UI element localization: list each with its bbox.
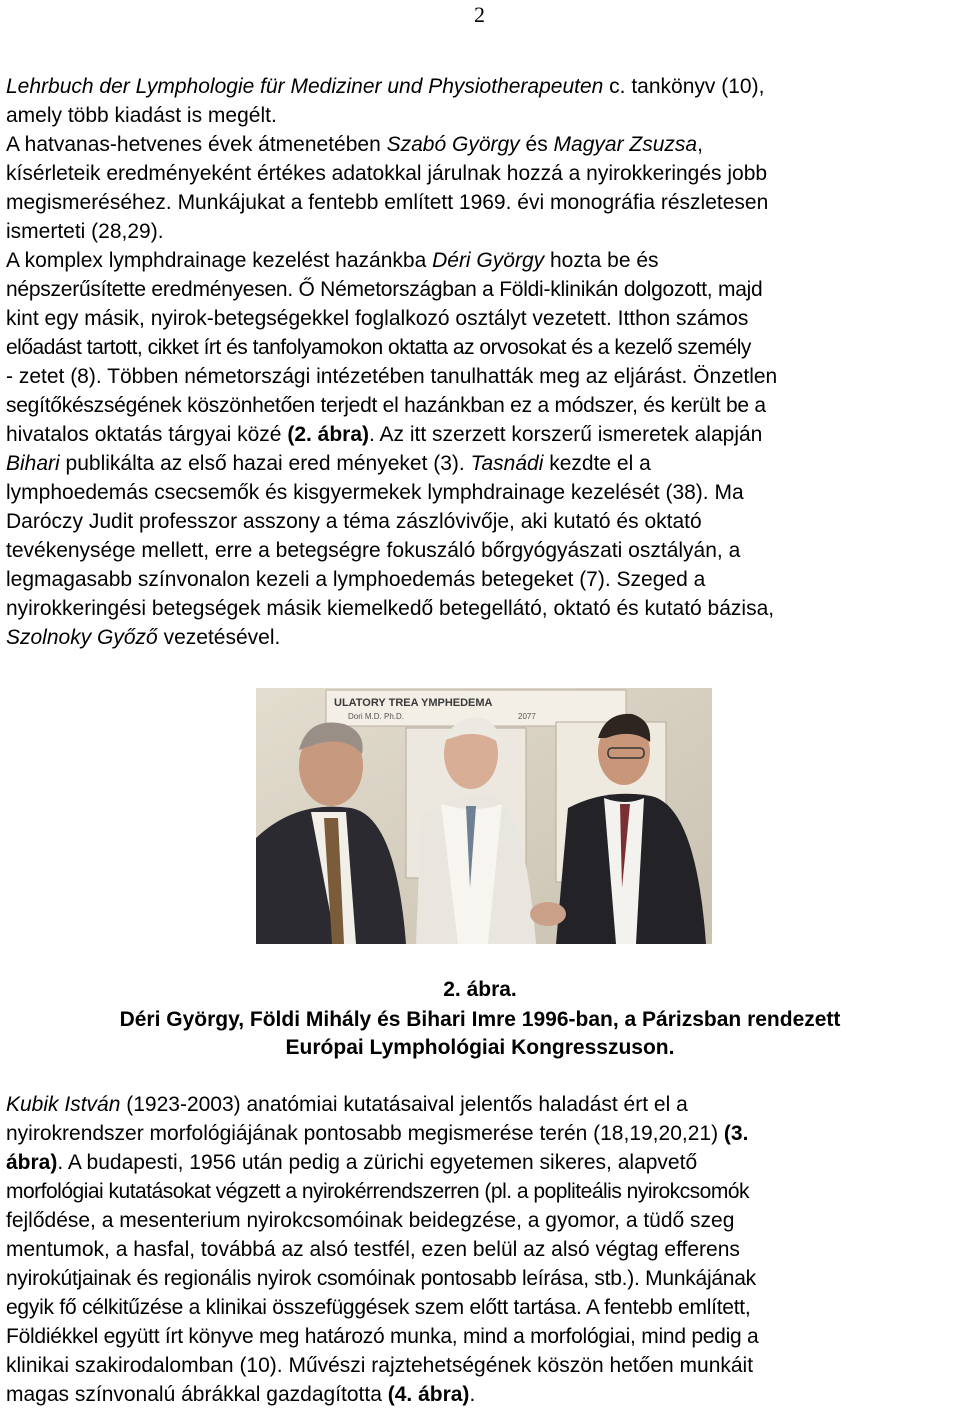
text-line bbox=[6, 333, 960, 362]
text-run: . bbox=[469, 1383, 476, 1406]
text-run: nyirokkeringési betegségek másik kiemelkedő betegellátó, oktató és kutató bázisa, bbox=[6, 597, 775, 620]
text-line bbox=[6, 1177, 960, 1206]
text-run: , bbox=[697, 133, 703, 156]
text-run: nyirokrendszer morfológiájának pontosabb megismerése terén (18,19,20,21) bbox=[6, 1122, 724, 1145]
text-line bbox=[6, 1351, 960, 1380]
text-line bbox=[6, 246, 960, 275]
photo-illustration bbox=[256, 688, 712, 944]
text-run: vezetésével. bbox=[157, 626, 281, 649]
text-line bbox=[6, 449, 960, 478]
text-run: hivatalos oktatás tárgyai közé bbox=[6, 423, 288, 446]
banner-sub2: 2077 bbox=[518, 712, 536, 721]
italic-text: Magyar Zsuzsa bbox=[553, 133, 698, 156]
text-line bbox=[6, 420, 960, 449]
bold-text: ábra) bbox=[6, 1151, 58, 1174]
text-line bbox=[6, 391, 960, 420]
text-line bbox=[6, 101, 960, 130]
text-run: klinikai szakirodalomban (10). Művészi rajztehetségének köszön hetően munkáit bbox=[6, 1354, 754, 1377]
text-run: morfológiai kutatásokat végzett a nyirokérrendszerren (pl. a popliteális nyirokcsomók bbox=[6, 1180, 750, 1203]
text-line bbox=[6, 217, 960, 246]
italic-text: Bihari bbox=[6, 452, 60, 475]
text-run: legmagasabb színvonalon kezeli a lymphoedemás betegeket (7). Szeged a bbox=[6, 568, 706, 591]
italic-text: Szabó György bbox=[386, 133, 520, 156]
text-line bbox=[6, 536, 960, 565]
text-run: segítőkészségének köszönhetően terjedt el hazánkban ez a módszer, és került be a bbox=[6, 394, 766, 417]
text-run: publikálta az első hazai ered ményeket (3). bbox=[59, 452, 471, 475]
italic-text: Kubik István bbox=[6, 1093, 121, 1116]
text-line bbox=[6, 362, 960, 391]
text-run: - zetet (8). Többen németországi intézetében tanulhatták meg az eljárást. Önzetlen bbox=[6, 365, 778, 388]
text-line bbox=[6, 130, 960, 159]
text-run: c. tankönyv (10), bbox=[603, 75, 765, 98]
text-run: amely több kiadást is megélt. bbox=[6, 104, 277, 127]
text-run: és bbox=[519, 133, 554, 156]
text-run: . A budapesti, 1956 után pedig a zürichi egyetemen sikeres, alapvető bbox=[57, 1151, 698, 1174]
text-line bbox=[6, 188, 960, 217]
text-run: lymphoedemás csecsemők és kisgyermekek lymphdrainage kezelését (38). Ma bbox=[6, 481, 744, 504]
page-number: 2 bbox=[474, 2, 485, 27]
text-line bbox=[6, 623, 960, 652]
italic-text: Tasnádi bbox=[470, 452, 544, 475]
text-run: előadást tartott, cikket írt és tanfolyamokon oktatta az orvosokat és a kezelő személy bbox=[6, 336, 751, 359]
text-run: (1923-2003) anatómiai kutatásaival jelentős haladást ért el a bbox=[120, 1093, 688, 1116]
text-run: megismeréséhez. Munkájukat a fentebb említett 1969. évi monográfia részletesen bbox=[6, 191, 769, 214]
text-line bbox=[6, 1235, 960, 1264]
figure-caption-label: 2. ábra. bbox=[443, 978, 517, 1001]
figure-caption-line-1: Déri György, Földi Mihály és Bihari Imre 1996-ban, a Párizsban rendezett bbox=[119, 1008, 841, 1031]
body-paragraph-1 bbox=[6, 72, 960, 652]
text-run: kint egy másik, nyirok-betegségekkel foglalkozó osztályt vezetett. Itthon számos bbox=[6, 307, 749, 330]
text-line bbox=[6, 159, 960, 188]
text-run: hozta be és bbox=[544, 249, 659, 272]
text-run: népszerűsítette eredményesen. Ő Németországban a Földi-klinikán dolgozott, majd bbox=[6, 278, 763, 301]
text-line bbox=[6, 478, 960, 507]
figure-photo bbox=[256, 688, 712, 944]
text-run: mentumok, a hasfal, továbbá az alsó testfél, ezen belül az alsó végtag efferens bbox=[6, 1238, 740, 1261]
bold-text: (3. bbox=[723, 1122, 749, 1145]
text-run: kísérleteik eredményeként értékes adatokkal járulnak hozzá a nyirokkeringés jobb bbox=[6, 162, 768, 185]
text-line bbox=[6, 304, 960, 333]
text-line bbox=[6, 1322, 960, 1351]
body-paragraph-2 bbox=[6, 1090, 960, 1409]
bold-text: (4. ábra) bbox=[387, 1383, 470, 1406]
text-run: ismerteti (28,29). bbox=[6, 220, 164, 243]
text-run: Daróczy Judit professzor asszony a téma zászlóvivője, aki kutató és oktató bbox=[6, 510, 702, 533]
banner-sub: Dori M.D. Ph.D. bbox=[348, 712, 405, 721]
text-run: fejlődése, a mesenterium nyirokcsomóinak beidegzése, a gyomor, a tüdő szeg bbox=[6, 1209, 735, 1232]
italic-text: Szolnoky Győző bbox=[6, 626, 158, 649]
text-run: . Az itt szerzett korszerű ismeretek alapján bbox=[369, 423, 763, 446]
text-line bbox=[6, 1119, 960, 1148]
text-line bbox=[6, 507, 960, 536]
banner-text: ULATORY TREA YMPHEDEMA bbox=[334, 697, 493, 709]
text-run: magas színvonalú ábrákkal gazdagította bbox=[6, 1383, 388, 1406]
bold-text: (2. ábra) bbox=[287, 423, 370, 446]
text-run: egyik fő célkitűzése a klinikai összefüggések szem előtt tartása. A fentebb említett, bbox=[6, 1296, 751, 1319]
text-line bbox=[6, 1264, 960, 1293]
text-line bbox=[6, 1206, 960, 1235]
text-line bbox=[6, 594, 960, 623]
text-line bbox=[6, 1148, 960, 1177]
italic-text: Déri György bbox=[432, 249, 545, 272]
text-line bbox=[6, 72, 960, 101]
text-run: tevékenysége mellett, erre a betegségre fokuszáló bőrgyógyászati osztályán, a bbox=[6, 539, 741, 562]
text-line bbox=[6, 565, 960, 594]
text-line bbox=[6, 1293, 960, 1322]
text-run: nyirokútjainak és regionális nyirok csomóinak pontosabb leírása, stb.). Munkájának bbox=[6, 1267, 756, 1290]
text-line bbox=[6, 275, 960, 304]
italic-text: Lehrbuch der Lymphologie für Mediziner und Physiotherapeuten bbox=[6, 75, 604, 98]
text-line bbox=[6, 1090, 960, 1119]
figure-caption-line-2: Európai Lymphológiai Kongresszuson. bbox=[285, 1036, 675, 1059]
text-line bbox=[6, 1380, 960, 1409]
text-run: kezdte el a bbox=[543, 452, 651, 475]
text-run: A komplex lymphdrainage kezelést hazánkba bbox=[6, 249, 433, 272]
text-run: A hatvanas-hetvenes évek átmenetében bbox=[6, 133, 387, 156]
text-run: Földiékkel együtt írt könyve meg határozó munka, mind a morfológiai, mind pedig a bbox=[6, 1325, 759, 1348]
